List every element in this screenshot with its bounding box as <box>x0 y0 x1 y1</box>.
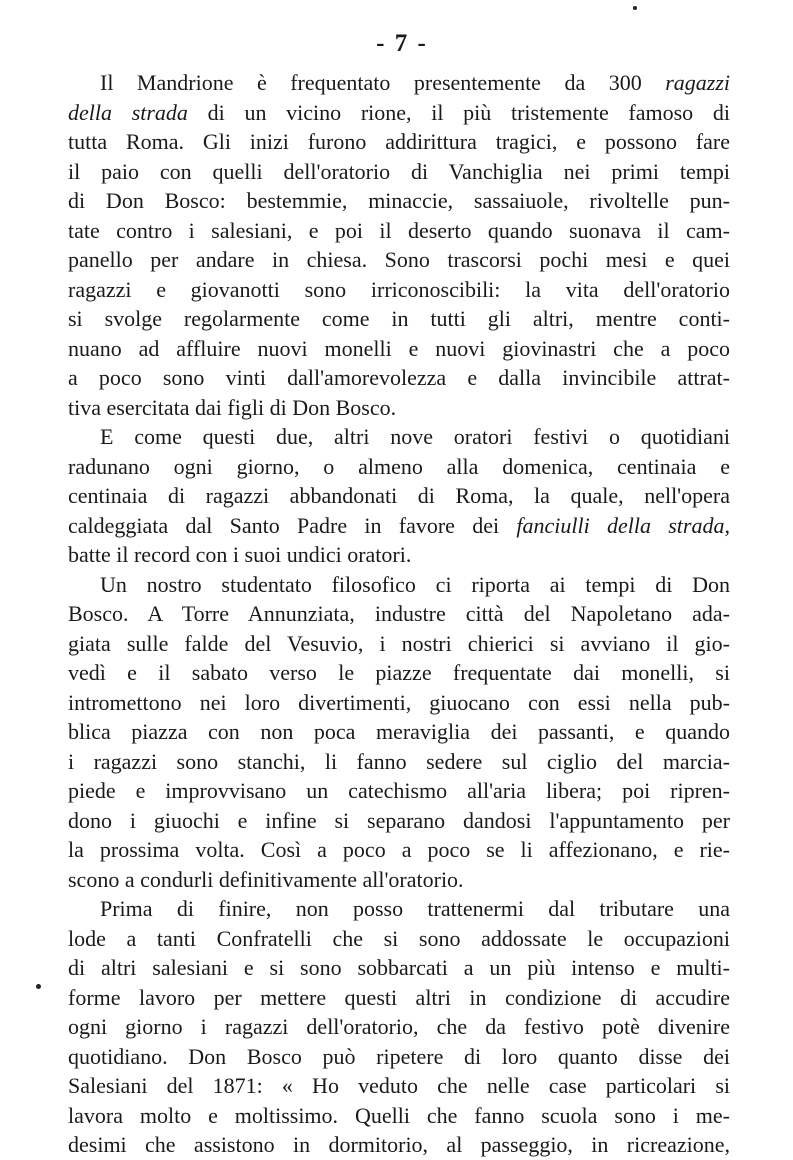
text-line <box>68 1042 730 1072</box>
text-line <box>68 1101 730 1131</box>
italic-text: fanciulli della strada, <box>516 512 730 538</box>
text-run: intromettono nei loro divertimenti, giuocano con essi nella pub- <box>68 689 730 715</box>
text-run: tate contro i salesiani, e poi il deserto quando suonava il cam- <box>68 217 730 243</box>
text-run: si svolge regolarmente come in tutti gli altri, mentre conti- <box>68 306 730 331</box>
text-line <box>68 688 730 718</box>
text-run: radunano ogni giorno, o almeno alla domenica, centinaia e <box>68 453 730 479</box>
text-run: forme lavoro per mettere questi altri in condizione di accudire <box>68 984 730 1010</box>
text-run: E come questi due, altri nove oratori festivi o quotidiani <box>100 424 730 449</box>
text-line <box>68 953 730 983</box>
text-line <box>68 924 730 954</box>
text-line <box>68 422 730 452</box>
scan-speck <box>36 984 41 989</box>
text-run: ogni giorno i ragazzi dell'oratorio, che da festivo potè divenire <box>68 1014 730 1039</box>
text-line <box>68 452 730 482</box>
text-line <box>68 275 730 305</box>
text-line <box>68 570 730 600</box>
text-line <box>68 540 730 570</box>
text-run: il paio con quelli dell'oratorio di Vanchiglia nei primi tempi <box>68 158 730 184</box>
text-line <box>68 68 730 98</box>
body-text <box>68 68 730 1160</box>
text-run: Salesiani del 1871: « Ho veduto che nelle case particolari si <box>68 1073 730 1098</box>
text-run: i ragazzi sono stanchi, li fanno sedere sul ciglio del marcia- <box>68 748 730 774</box>
text-run: scono a condurli definitivamente all'oratorio. <box>68 866 464 892</box>
paragraph <box>68 68 730 422</box>
text-line <box>68 806 730 836</box>
text-run: vedì e il sabato verso le piazze frequentate dai monelli, si <box>68 660 730 685</box>
text-line <box>68 835 730 865</box>
text-run: di Don Bosco: bestemmie, minaccie, sassaiuole, rivoltelle pun- <box>68 188 730 213</box>
text-run: dono i giuochi e infine si separano dandosi l'appuntamento per <box>68 807 730 833</box>
text-run: nuano ad affluire nuovi monelli e nuovi giovinastri che a poco <box>68 335 730 361</box>
text-line <box>68 865 730 895</box>
text-run: blica piazza con non poca meraviglia dei passanti, e quando <box>68 719 730 744</box>
italic-text: ragazzi <box>665 70 730 95</box>
text-run: quotidiano. Don Bosco può ripetere di loro quanto disse dei <box>68 1043 730 1069</box>
text-run: Prima di finire, non posso trattenermi dal tributare una <box>100 896 730 921</box>
italic-text: della strada <box>68 99 188 125</box>
text-line <box>68 1130 730 1160</box>
text-run: lavora molto e moltissimo. Quelli che fanno scuola sono i me- <box>68 1102 730 1128</box>
text-line <box>68 511 730 541</box>
text-line <box>68 658 730 688</box>
text-line <box>68 157 730 187</box>
text-run: lode a tanti Confratelli che si sono addossate le occupazioni <box>68 925 730 951</box>
paragraph <box>68 570 730 895</box>
text-line <box>68 776 730 806</box>
text-run: caldeggiata dal Santo Padre in favore dei <box>68 512 517 538</box>
text-line <box>68 983 730 1013</box>
text-line <box>68 599 730 629</box>
text-run: batte il record con i suoi undici oratori. <box>68 542 412 567</box>
text-line <box>68 98 730 128</box>
text-run: centinaia di ragazzi abbandonati di Roma, la quale, nell'opera <box>68 483 730 508</box>
text-run: Bosco. A Torre Annunziata, industre città del Napoletano ada- <box>68 601 730 626</box>
text-line <box>68 1012 730 1042</box>
text-line <box>68 127 730 157</box>
text-line <box>68 245 730 275</box>
text-line <box>68 629 730 659</box>
text-run: desimi che assistono in dormitorio, al passeggio, in ricreazione, <box>68 1132 730 1157</box>
text-run: piede e improvvisano un catechismo all'aria libera; poi ripren- <box>68 778 730 803</box>
text-run: giata sulle falde del Vesuvio, i nostri chierici si avviano il gio- <box>68 630 730 656</box>
text-run: Il Mandrione è frequentato presentemente da 300 <box>100 70 666 95</box>
text-run: panello per andare in chiesa. Sono trascorsi pochi mesi e quei <box>68 247 730 272</box>
text-line <box>68 304 730 334</box>
document-page <box>68 30 730 1160</box>
text-line <box>68 481 730 511</box>
text-line <box>68 334 730 364</box>
paragraph <box>68 894 730 1160</box>
text-run: Un nostro studentato filosofico ci riporta ai tempi di Don <box>100 571 730 597</box>
text-line <box>68 894 730 924</box>
text-line <box>68 186 730 216</box>
text-line <box>68 747 730 777</box>
text-line <box>68 363 730 393</box>
text-run: la prossima volta. Così a poco a poco se li affezionano, e rie- <box>68 837 730 862</box>
scan-speck <box>633 6 637 10</box>
text-line <box>68 1071 730 1101</box>
text-run: tutta Roma. Gli inizi furono addirittura tragici, e possono fare <box>68 129 730 154</box>
text-line <box>68 717 730 747</box>
text-run: ragazzi e giovanotti sono irriconoscibili: la vita dell'oratorio <box>68 276 730 302</box>
text-line <box>68 216 730 246</box>
text-run: a poco sono vinti dall'amorevolezza e dalla invincibile attrat- <box>68 365 730 390</box>
text-run: di altri salesiani e si sono sobbarcati a un più intenso e multi- <box>68 955 730 980</box>
text-line <box>68 393 730 423</box>
paragraph <box>68 422 730 570</box>
text-run: di un vicino rione, il più tristemente famoso di <box>187 99 730 125</box>
page-number: - 7 - <box>376 30 428 57</box>
text-run: tiva esercitata dai figli di Don Bosco. <box>68 394 397 420</box>
